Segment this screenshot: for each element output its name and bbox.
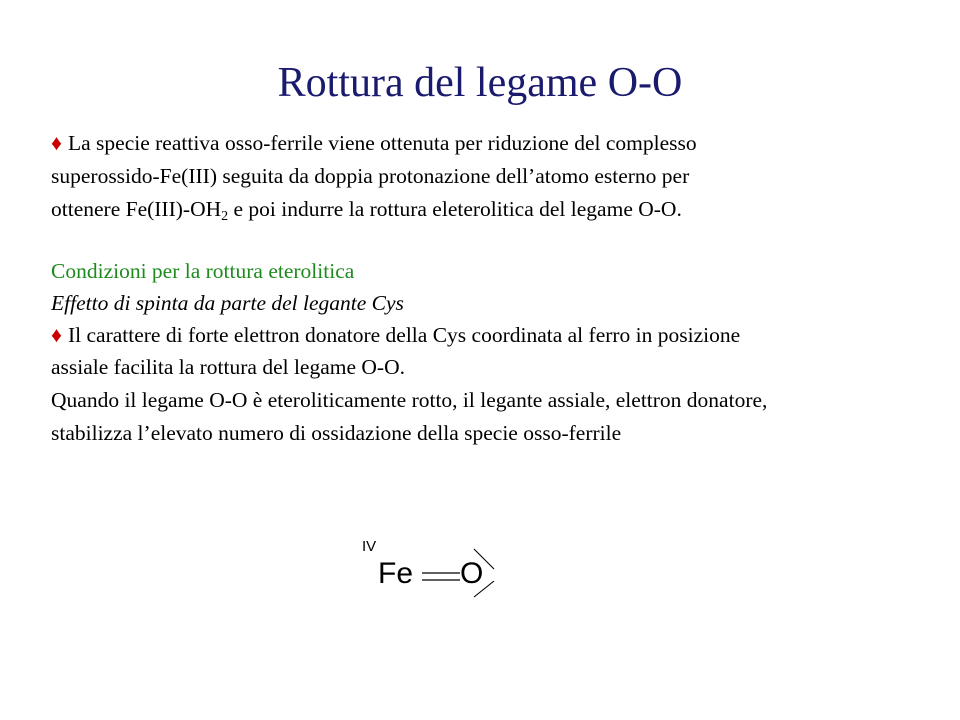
section-subheading: Effetto di spinta da parte del legante Cys xyxy=(51,291,404,315)
double-bond-diagram xyxy=(358,535,508,605)
paragraph1-line1-text: La specie reattiva osso-ferrile viene ottenuta per riduzione del complesso xyxy=(67,131,697,155)
fe-atom-label: Fe xyxy=(378,557,414,590)
paragraph1-line3-text-a: ottenere Fe(III)-OH xyxy=(51,197,222,221)
paragraph1-line3-text-b: e poi indurre la rottura eleterolitica del legame O-O. xyxy=(228,197,682,221)
fe-o-structure xyxy=(358,535,508,605)
section-heading: Condizioni per la rottura eterolitica xyxy=(51,259,355,283)
paragraph1-line2: superossido-Fe(III) seguita da doppia protonazione dell’atomo esterno per xyxy=(51,164,690,188)
slide-title: Rottura del legame O-O xyxy=(277,60,683,106)
oxidation-state-label: IV xyxy=(362,538,377,555)
o-atom-label: O xyxy=(460,557,484,590)
subscript-2: 2 xyxy=(221,209,229,224)
section-line3: Quando il legame O-O è eteroliticamente rotto, il legante assiale, elettron donatore, xyxy=(51,388,768,412)
section-line1-text: Il carattere di forte elettron donatore della Cys coordinata al ferro in posizione xyxy=(67,323,741,347)
section-line2: assiale facilita la rottura del legame O-O. xyxy=(51,355,405,379)
paragraph1-line3 xyxy=(51,197,682,224)
diamond-bullet-icon: ♦ xyxy=(51,131,62,155)
diamond-bullet-icon: ♦ xyxy=(51,323,62,347)
section-line1 xyxy=(51,325,740,347)
section-line4: stabilizza l’elevato numero di ossidazione della specie osso-ferrile xyxy=(51,421,622,445)
paragraph1-line1 xyxy=(51,133,697,155)
